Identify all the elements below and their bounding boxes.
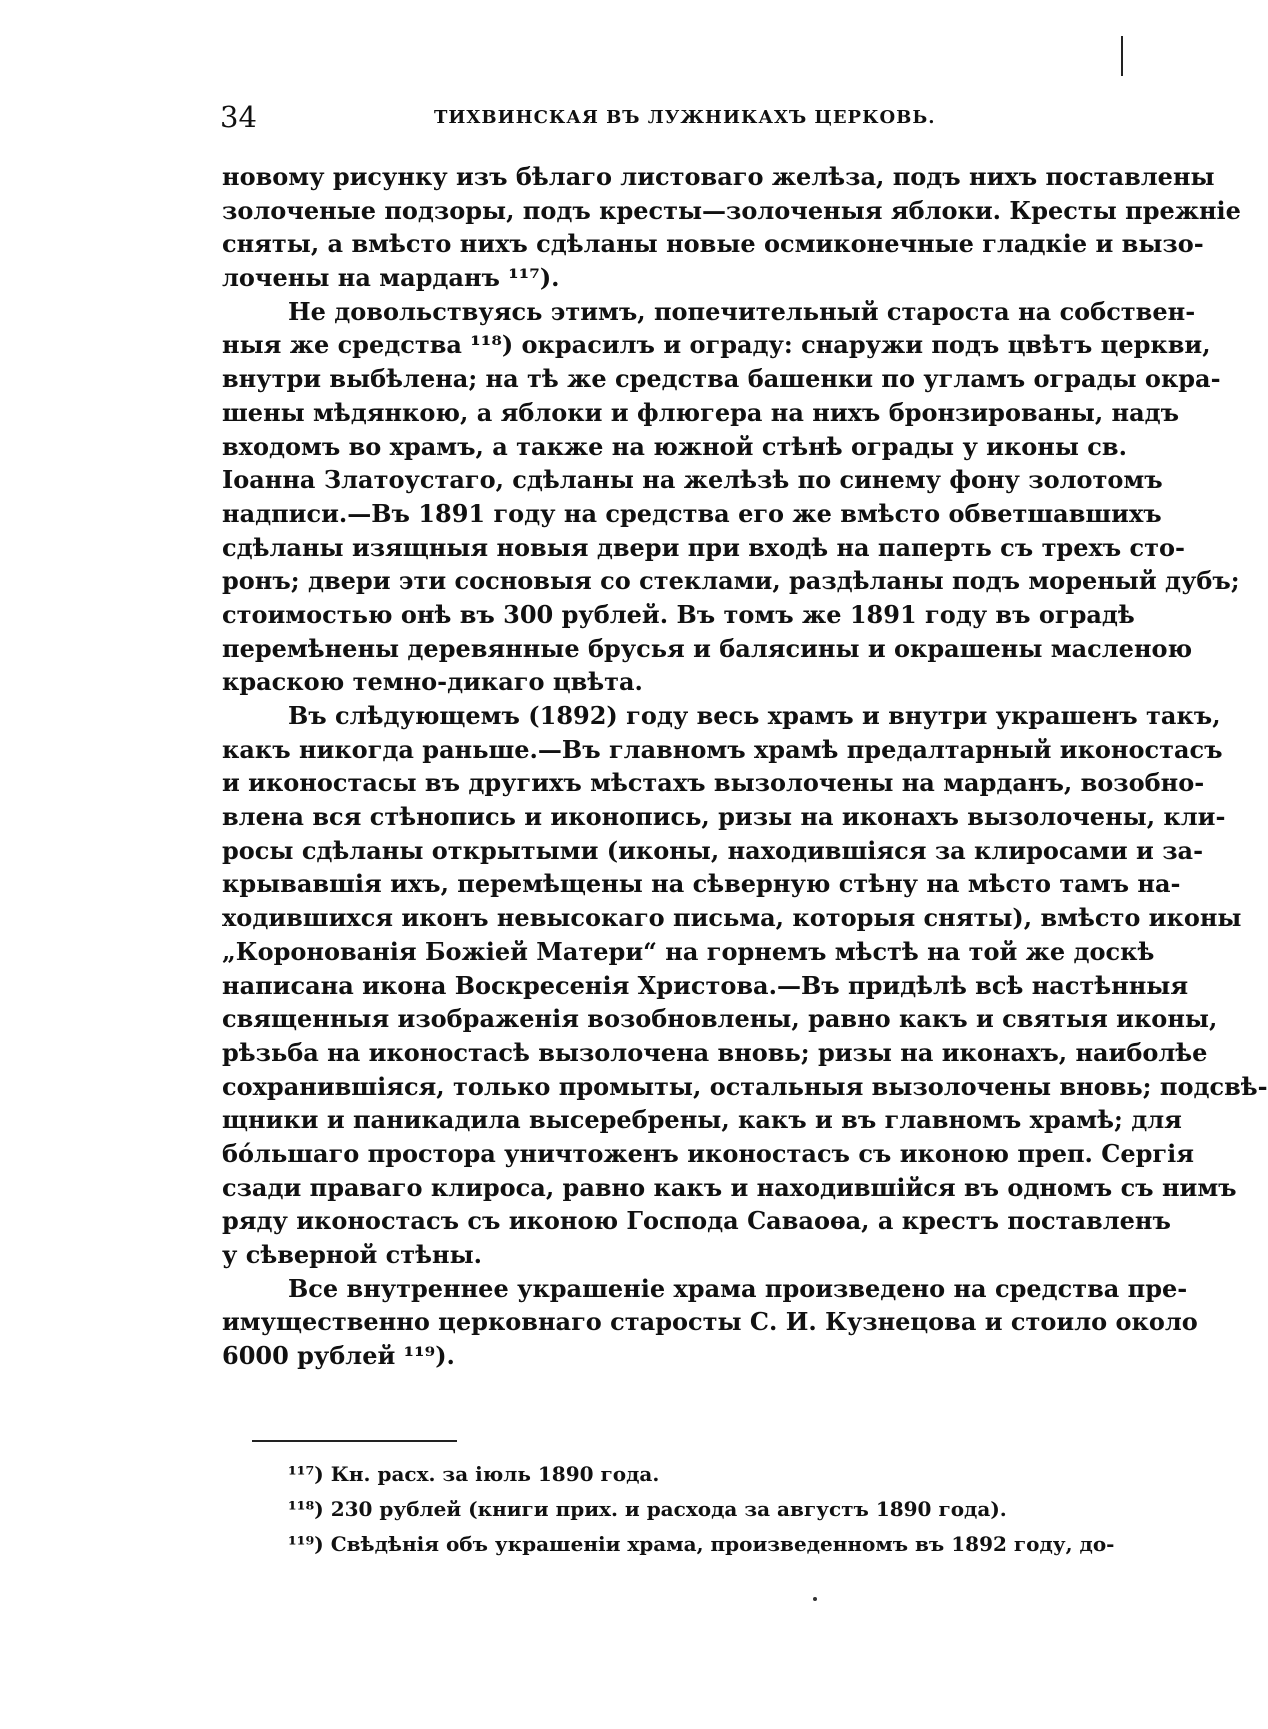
scan-speck (813, 1597, 817, 1601)
text-line: росы сдѣланы открытыми (иконы, находившіяся за клиросами и за- (222, 835, 1204, 865)
text-line: влена вся стѣнопись и иконопись, ризы на иконахъ вызолочены, кли- (222, 802, 1226, 832)
text-line: имущественно церковнаго старосты С. И. Кузнецова и стоило около (222, 1307, 1198, 1337)
text-line: рѣзьба на иконостасѣ вызолочена вновь; ризы на иконахъ, наиболѣе (222, 1037, 1208, 1067)
text-line: входомъ во храмъ, а также на южной стѣнѣ ограды у иконы св. (222, 431, 1127, 461)
scan-edge-mark (1121, 36, 1123, 76)
text-line: Іоанна Златоустаго, сдѣланы на желѣзѣ по синему фону золотомъ (222, 465, 1163, 495)
text-line: „Коронованія Божіей Матери“ на горнемъ мѣстѣ на той же доскѣ (222, 936, 1155, 966)
text-line: лочены на марданъ ¹¹⁷). (222, 263, 560, 293)
main-text (222, 160, 1268, 1373)
text-line: сохранившіяся, только промыты, остальныя вызолочены вновь; подсвѣ- (222, 1071, 1268, 1101)
footnote-118: ¹¹⁸) 230 рублей (книги прих. и расхода за августъ 1890 года). (288, 1497, 1007, 1521)
text-line: внутри выбѣлена; на тѣ же средства башенки по угламъ ограды окра- (222, 364, 1221, 394)
text-line: написана икона Воскресенія Христова.—Въ придѣлѣ всѣ настѣнныя (222, 970, 1189, 1000)
text-line: Все внутреннее украшеніе храма произведено на средства пре- (288, 1273, 1188, 1303)
text-line: священныя изображенія возобновлены, равно какъ и святыя иконы, (222, 1004, 1218, 1034)
text-line: 6000 рублей ¹¹⁹). (222, 1341, 455, 1371)
text-line: Не довольствуясь этимъ, попечительный староста на собствен- (288, 296, 1196, 326)
text-line: ходившихся иконъ невысокаго письма, которыя сняты), вмѣсто иконы (222, 903, 1242, 933)
footnotes (288, 1457, 1115, 1562)
text-line: сзади праваго клироса, равно какъ и находившійся въ одномъ съ нимъ (222, 1172, 1237, 1202)
text-line: надписи.—Въ 1891 году на средства его же вмѣсто обветшавшихъ (222, 498, 1162, 528)
text-line: у сѣверной стѣны. (222, 1240, 483, 1269)
text-line: золоченые подзоры, подъ кресты—золоченыя яблоки. Кресты прежніе (222, 195, 1241, 225)
text-line: новому рисунку изъ бѣлаго листоваго желѣза, подъ нихъ поставлены (222, 162, 1215, 191)
text-line: щники и паникадила высеребрены, какъ и въ главномъ храмѣ; для (222, 1105, 1182, 1135)
text-line: перемѣнены деревянные брусья и балясины и окрашены масленою (222, 633, 1193, 663)
text-line: ряду иконостасъ съ иконою Господа Саваоѳа, а крестъ поставленъ (222, 1206, 1171, 1236)
text-line: ныя же средства ¹¹⁸) окрасилъ и ограду: снаружи подъ цвѣтъ церкви, (222, 330, 1211, 360)
text-line: бóльшаго простора уничтоженъ иконостасъ съ иконою преп. Сергія (222, 1138, 1194, 1168)
running-header (220, 100, 1100, 140)
text-line: сдѣланы изящныя новыя двери при входѣ на паперть съ трехъ сто- (222, 532, 1186, 562)
text-line: стоимостью онѣ въ 300 рублей. Въ томъ же 1891 году въ оградѣ (222, 599, 1135, 629)
page-number: 34 (220, 100, 257, 134)
text-line: шены мѣдянкою, а яблоки и флюгера на нихъ бронзированы, надъ (222, 397, 1180, 427)
footnote-divider (252, 1440, 457, 1442)
running-title: ТИХВИНСКАЯ ВЪ ЛУЖНИКАХЪ ЦЕРКОВЬ. (434, 107, 936, 128)
text-line: какъ никогда раньше.—Въ главномъ храмѣ предалтарный иконостасъ (222, 734, 1223, 764)
footnote-119: ¹¹⁹) Свѣдѣнія объ украшеніи храма, произведенномъ въ 1892 году, до- (288, 1532, 1115, 1556)
text-line: и иконостасы въ другихъ мѣстахъ вызолочены на марданъ, возобно- (222, 768, 1205, 798)
text-line: крывавшія ихъ, перемѣщены на сѣверную стѣну на мѣсто тамъ на- (222, 869, 1181, 899)
text-line: ронъ; двери эти сосновыя со стеклами, раздѣланы подъ мореный дубъ; (222, 566, 1240, 596)
text-line: Въ слѣдующемъ (1892) году весь храмъ и внутри украшенъ такъ, (288, 701, 1221, 730)
text-line: сняты, а вмѣсто нихъ сдѣланы новые осмиконечные гладкіе и вызо- (222, 229, 1204, 259)
footnote-117: ¹¹⁷) Кн. расх. за іюль 1890 года. (288, 1462, 660, 1486)
text-line: краскою темно-дикаго цвѣта. (222, 667, 643, 697)
